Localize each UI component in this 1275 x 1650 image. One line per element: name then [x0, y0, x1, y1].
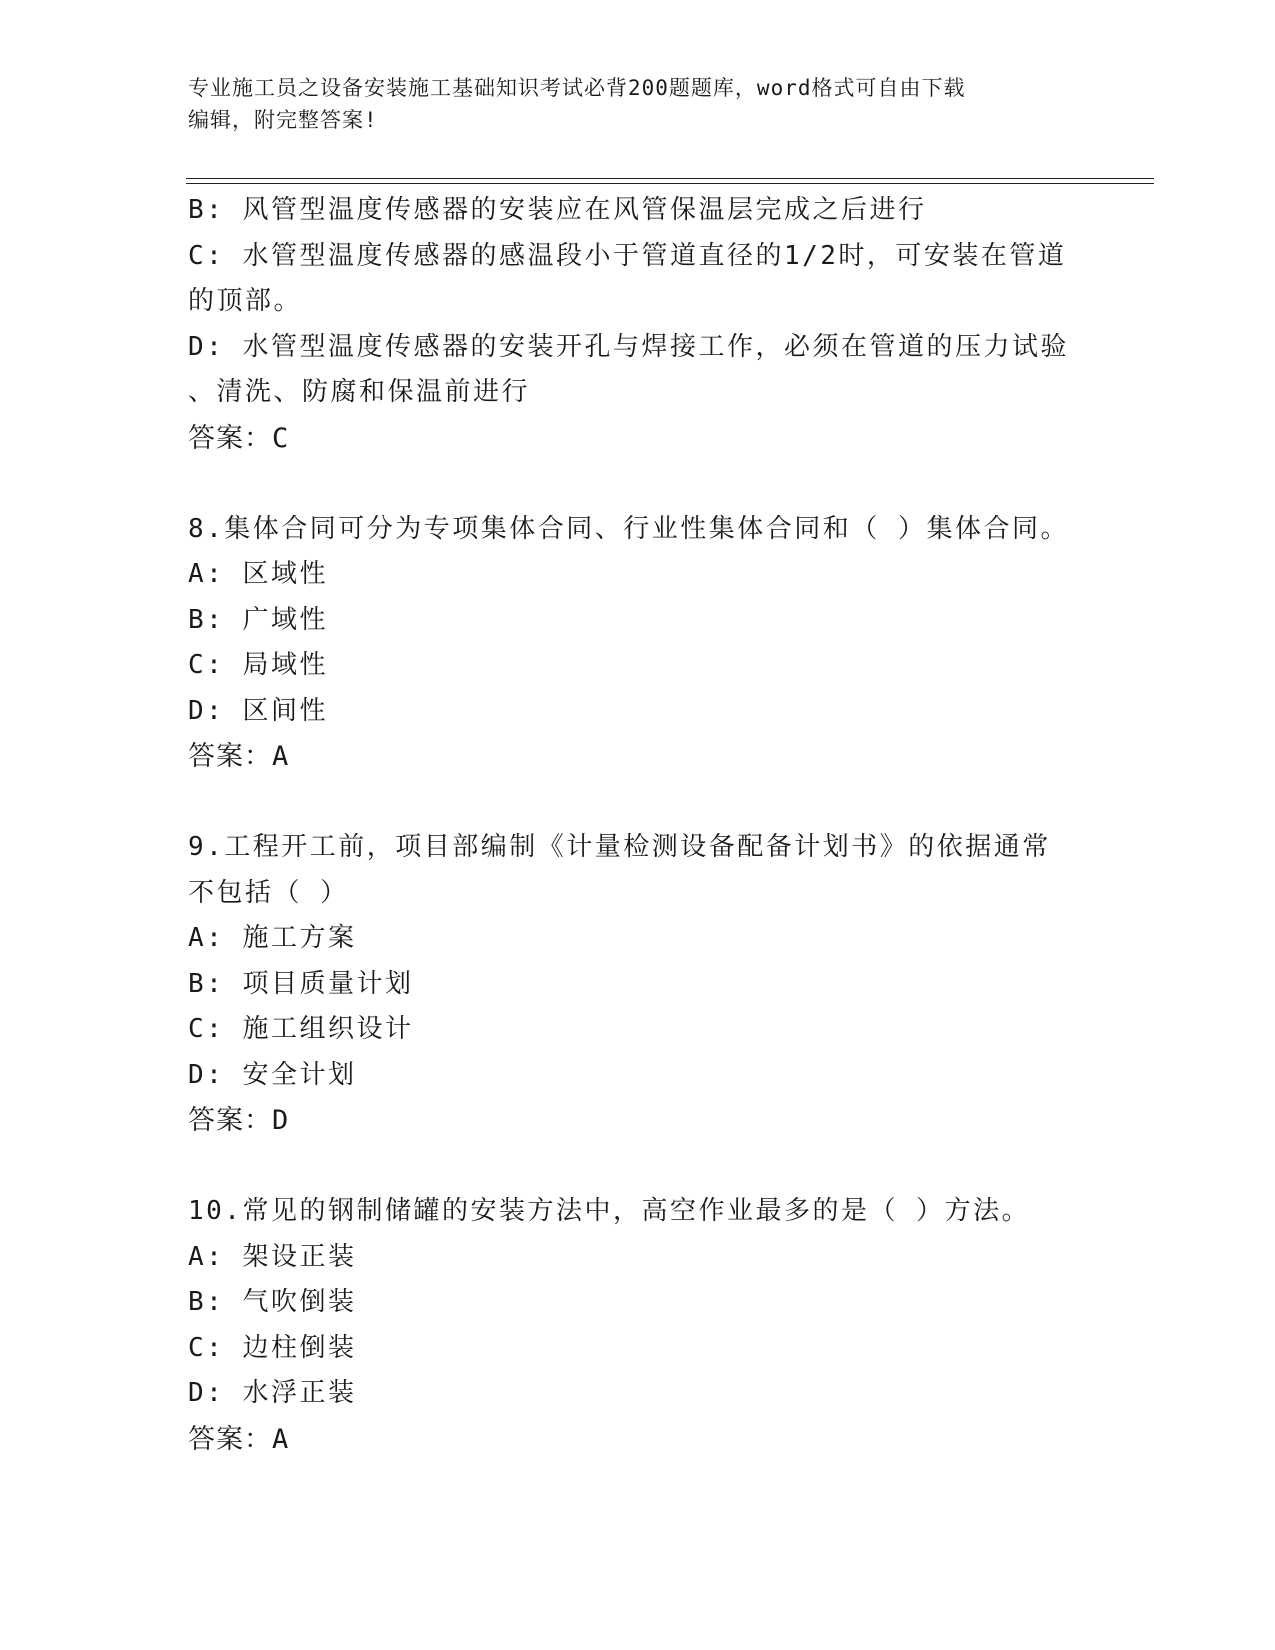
question-text-line-2: 不包括（ ） — [188, 877, 349, 908]
answer-line: 答案：D — [188, 1105, 290, 1136]
option-c-line-1: C: 水管型温度传感器的感温段小于管道直径的1/2时，可安装在管道 — [188, 240, 1067, 271]
option-d: D: 区间性 — [188, 695, 328, 726]
option-a: A: 架设正装 — [188, 1241, 357, 1272]
question-text: 10.常见的钢制储罐的安装方法中，高空作业最多的是（ ）方法。 — [188, 1196, 1031, 1226]
option-c: C: 边柱倒装 — [188, 1332, 357, 1363]
question-text: 8.集体合同可分为专项集体合同、行业性集体合同和（ ）集体合同。 — [188, 513, 1069, 544]
question-list — [188, 188, 1088, 1462]
question-9 — [188, 825, 1088, 1144]
spacer — [188, 461, 1088, 507]
option-b: B: 项目质量计划 — [188, 968, 414, 999]
option-a: A: 区域性 — [188, 559, 328, 589]
header-divider-bottom — [186, 183, 1154, 184]
option-d: D: 安全计划 — [188, 1059, 357, 1090]
spacer — [188, 780, 1088, 826]
question-8 — [188, 507, 1088, 780]
document-header — [188, 72, 1088, 136]
answer-line: 答案：A — [188, 741, 290, 772]
answer-line: 答案：C — [188, 422, 290, 454]
spacer — [188, 1144, 1088, 1190]
question-7-continued — [188, 188, 1088, 461]
option-b: B: 风管型温度传感器的安装应在风管保温层完成之后进行 — [188, 195, 927, 225]
option-d-line-2: 、清洗、防腐和保温前进行 — [188, 377, 531, 407]
option-d: D: 水浮正装 — [188, 1378, 357, 1408]
option-c: C: 施工组织设计 — [188, 1014, 414, 1044]
header-title-line-1: 专业施工员之设备安装施工基础知识考试必背200题题库，word格式可自由下载 — [188, 76, 966, 100]
option-b: B: 广域性 — [188, 604, 328, 635]
question-10 — [188, 1189, 1088, 1462]
option-a: A: 施工方案 — [188, 923, 357, 953]
option-c: C: 局域性 — [188, 650, 328, 680]
option-b: B: 气吹倒装 — [188, 1287, 357, 1317]
question-text-line-1: 9.工程开工前，项目部编制《计量检测设备配备计划书》的依据通常 — [188, 832, 1051, 862]
header-title-line-2: 编辑，附完整答案! — [188, 108, 378, 132]
option-d-line-1: D: 水管型温度传感器的安装开孔与焊接工作，必须在管道的压力试验 — [188, 331, 1069, 362]
answer-line: 答案：A — [188, 1423, 290, 1455]
header-divider-top — [186, 178, 1154, 179]
option-c-line-2: 的顶部。 — [188, 286, 303, 316]
